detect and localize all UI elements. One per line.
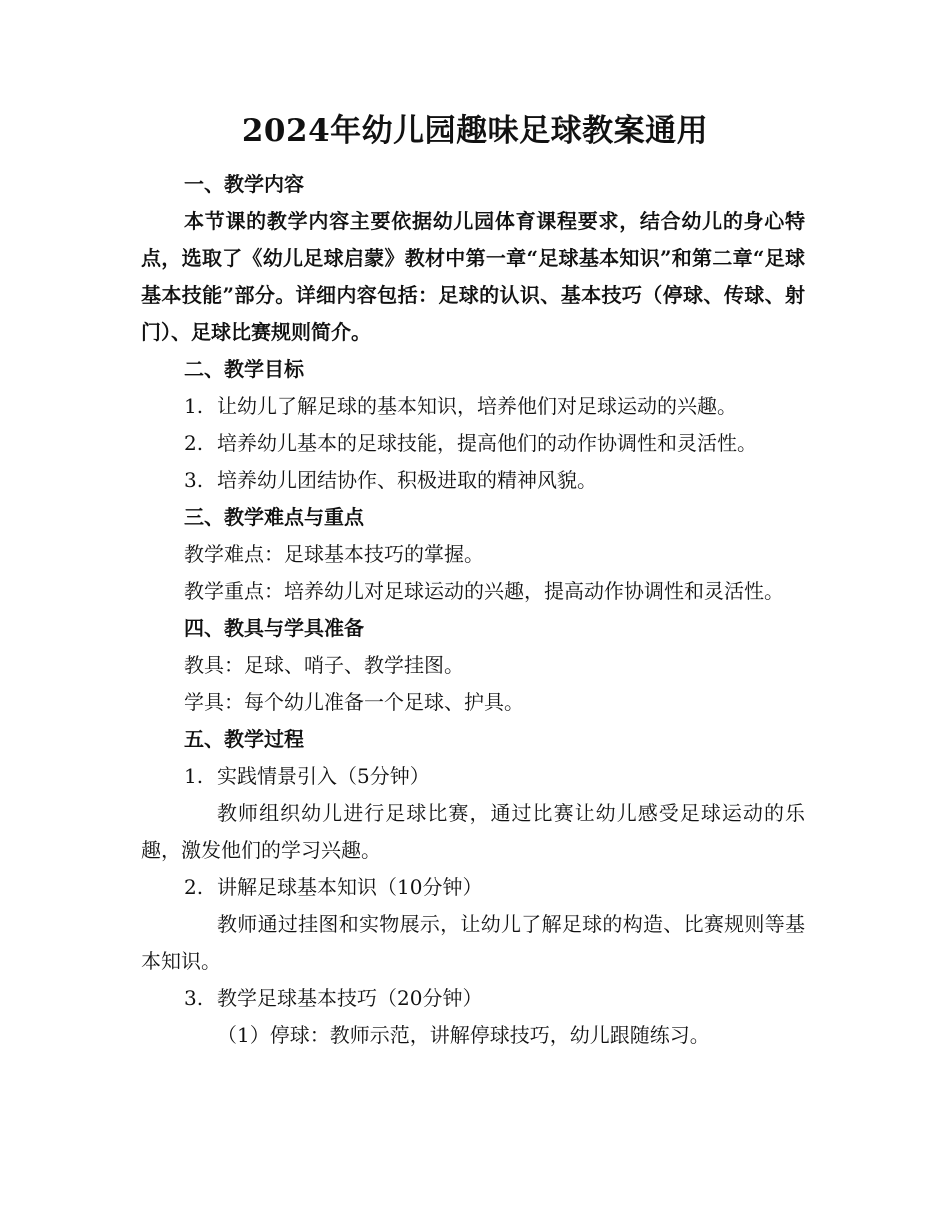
- process-step-body: 教师通过挂图和实物展示，让幼儿了解足球的构造、比赛规则等基本知识。: [141, 912, 805, 973]
- step-title-text: 讲解足球基本知识（10分钟）: [217, 875, 483, 899]
- focus-paragraph: 教学重点：培养幼儿对足球运动的兴趣，提高动作协调性和灵活性。: [184, 579, 784, 603]
- learning-aids-paragraph: 学具：每个幼儿准备一个足球、护具。: [184, 690, 524, 714]
- step-title-text: 实践情景引入（5分钟）: [217, 764, 430, 788]
- document-title: 2024年幼儿园趣味足球教案通用: [241, 113, 709, 149]
- process-step-title: [141, 980, 805, 1017]
- process-sub-item: （1）停球：教师示范，讲解停球技巧，幼儿跟随练习。: [217, 1023, 710, 1047]
- section-heading-materials: 四、教具与学具准备: [184, 616, 364, 640]
- objective-number: 2.: [184, 431, 204, 455]
- step-number: 1.: [184, 764, 204, 788]
- step-number: 2.: [184, 875, 204, 899]
- section-heading-process: 五、教学过程: [184, 727, 304, 751]
- objective-number: 1.: [184, 394, 204, 418]
- objective-item: [141, 425, 805, 462]
- objective-text: 让幼儿了解足球的基本知识，培养他们对足球运动的兴趣。: [217, 394, 737, 418]
- difficulty-paragraph: 教学难点：足球基本技巧的掌握。: [184, 542, 484, 566]
- process-step-title: [141, 758, 805, 795]
- objective-item: [141, 462, 805, 499]
- teaching-aids-paragraph: 教具：足球、哨子、教学挂图。: [184, 653, 464, 677]
- section-heading-content: 一、教学内容: [184, 172, 304, 196]
- objective-number: 3.: [184, 468, 204, 492]
- objective-text: 培养幼儿基本的足球技能，提高他们的动作协调性和灵活性。: [217, 431, 757, 455]
- section-heading-key-points: 三、教学难点与重点: [184, 505, 364, 529]
- document-body: [141, 166, 805, 1054]
- objective-item: [141, 388, 805, 425]
- objective-text: 培养幼儿团结协作、积极进取的精神风貌。: [217, 468, 597, 492]
- step-number: 3.: [184, 986, 204, 1010]
- content-paragraph: 本节课的教学内容主要依据幼儿园体育课程要求，结合幼儿的身心特点，选取了《幼儿足球启蒙》教材中第一章“足球基本知识”和第二章“足球基本技能”部分。详细内容包括：足球的认识、基本技巧（停球、传球、射门）、足球比赛规则简介。: [141, 209, 805, 344]
- section-heading-objectives: 二、教学目标: [184, 357, 304, 381]
- step-title-text: 教学足球基本技巧（20分钟）: [217, 986, 483, 1010]
- process-step-body: 教师组织幼儿进行足球比赛，通过比赛让幼儿感受足球运动的乐趣，激发他们的学习兴趣。: [141, 801, 805, 862]
- process-step-title: [141, 869, 805, 906]
